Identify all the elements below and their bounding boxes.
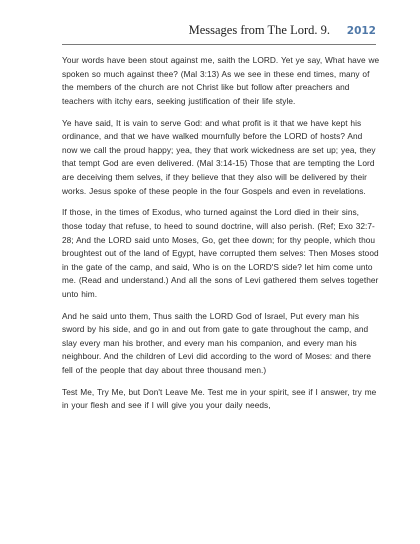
paragraph-5: Test Me, Try Me, but Don't Leave Me. Test me in your spirit, see if I answer, try me in your flesh and see if I will give you your daily needs,	[62, 386, 377, 411]
paragraph-3: If those, in the times of Exodus, who turned against the Lord died in their sins, those today that refuse, to heed to sound doctrine, will also perish. (Ref; Exo 32:7-28; And the LORD said unto Moses, Go, get thee down; for thy people, which thou broughtest out of the land of Egypt, have corrupted them selves: Then Moses stood in the gate of the camp, and said, Who is on the LORD'S side? let him come unto me. (Read and understand.) And all the sons of Levi gathered them selves together unto him.	[62, 207, 379, 299]
paragraph-2: Ye have said, It is vain to serve God: and what profit is it that we have kept his ordinance, and that we have walked mournfully before the LORD of hosts? And now we call the proud happy; yea, they that work wickedness are set up; yea, they that tempt God are even delivered. (Mal 3:14-15) Those that are tempting the Lord are deceiving them selves, if they believe that they also will be delivered by their works. Jesus spoke of these people in the four Gospels and even in revelations.	[62, 117, 376, 196]
paragraph-4: And he said unto them, Thus saith the LORD God of Israel, Put every man his sword by his side, and go in and out from gate to gate throughout the camp, and slay every man his brother, and every man his companion, and every man his neighbour. And the children of Levi did according to the word of Moses: and there fell of the people that day about three thousand men.)	[62, 310, 372, 376]
header-year: 2012	[346, 25, 376, 37]
header-title: Messages from The Lord. 9.	[188, 23, 330, 37]
paragraph-1: Your words have been stout against me, saith the LORD. Yet ye say, What have we spoken so much against thee? (Mal 3:13) As we see in these end times, many of the members of the church are not Christ like but follow after preachers and teachers with itchy ears, seeking justification of their life style.	[62, 55, 380, 106]
page-body	[62, 54, 380, 421]
page-header	[62, 14, 376, 45]
